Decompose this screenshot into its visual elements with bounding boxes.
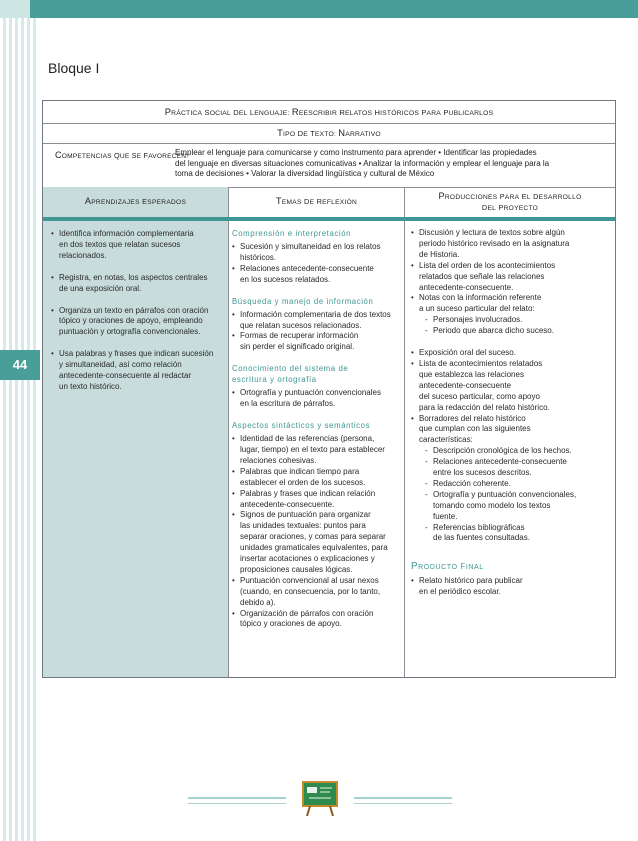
bullet-marker: • [232, 331, 235, 341]
item-line: Descripción cronológica de los hechos. [433, 446, 572, 456]
dash-marker: - [425, 489, 428, 499]
item-line: separar oraciones, y comas para separar [240, 532, 386, 542]
topics-column [229, 221, 405, 677]
item-line: fuente. [433, 511, 458, 521]
bullet-marker: • [232, 434, 235, 444]
list-item [411, 576, 611, 598]
footer-line-left [188, 797, 286, 799]
list-item [232, 489, 400, 511]
dash-marker: - [425, 478, 428, 488]
list-item [232, 510, 400, 575]
sub-item [419, 446, 611, 457]
item-line: Periodo que abarca dicho suceso. [433, 326, 554, 336]
item-line: Lista de acontecimientos relatados [419, 358, 543, 368]
item-line: de Historia. [419, 249, 460, 259]
header-topics-label: TEMAS DE REFLEXIÓN [275, 196, 358, 206]
list-item [232, 434, 400, 467]
sub-item [419, 479, 611, 490]
competencies-row [43, 143, 615, 188]
item-line: históricos. [240, 252, 277, 262]
item-line: Sucesión y simultaneidad en los relatos [240, 242, 381, 251]
competencies-text [175, 148, 605, 180]
item-line: Información complementaria de dos textos [240, 309, 391, 319]
item-line: y simultaneidad, así como relación [59, 360, 182, 370]
bullet-marker: • [411, 228, 414, 237]
page-number: 44 [0, 350, 40, 380]
item-line: que relatan sucesos relacionados. [240, 320, 362, 330]
dash-marker: - [425, 446, 428, 456]
social-practice-label: PRÁCTICA SOCIAL DEL LENGUAJE: REESCRIBIR RELATOS HISTÓRICOS PARA PUBLICARLOS [164, 107, 494, 117]
item-line: Relato histórico para publicar [419, 576, 523, 586]
list-item [411, 359, 611, 414]
bullet-marker: • [411, 260, 414, 270]
item-line: periodo histórico revisado en la asignatura [419, 238, 570, 248]
top-color-bar [0, 0, 638, 18]
item-line: Personajes involucrados. [433, 315, 523, 325]
list-item [411, 228, 611, 261]
list-item [411, 414, 611, 545]
item-line: Redacción coherente. [433, 478, 511, 488]
item-line: Referencias bibliográficas [433, 522, 525, 532]
block-title: Bloque I [48, 60, 100, 76]
list-item [232, 264, 400, 286]
item-line: en dos textos que relatan sucesos [59, 239, 181, 249]
item-line: las unidades textuales: puntos para [240, 521, 366, 531]
list-item [232, 242, 400, 264]
list-item [232, 388, 400, 410]
item-line: Ortografía y puntuación convencionales [240, 388, 381, 398]
item-line: debido a). [240, 597, 276, 607]
bullet-marker: • [51, 349, 54, 359]
item-line: de una exposición oral. [59, 283, 142, 293]
curriculum-table [42, 100, 616, 678]
item-line: Identifica información complementaria [59, 229, 194, 238]
text-type-row [43, 123, 615, 144]
list-item [232, 467, 400, 489]
final-product-heading: PRODUCTO FINAL [411, 561, 484, 573]
item-line: de las fuentes consultadas. [433, 533, 530, 543]
item-line: Usa palabras y frases que indican sucesión [59, 349, 214, 359]
item-line: relatados que señale las relaciones [419, 271, 545, 281]
competencies-label: COMPETENCIAS QUE SE FAVORECEN: [55, 150, 189, 160]
item-line: Signos de puntuación para organizar [240, 510, 371, 520]
item-line: a un suceso particular del relato: [419, 304, 535, 314]
item-line: Palabras y frases que indican relación [240, 488, 376, 498]
sub-item [419, 490, 611, 523]
item-line: proposiciones causales lógicas. [240, 564, 353, 574]
side-stripes-decoration [0, 18, 36, 841]
item-line: establecer el orden de los sucesos. [240, 477, 366, 487]
social-practice-row [43, 101, 615, 124]
text-type-label: TIPO DE TEXTO: NARRATIVO [277, 128, 381, 138]
item-line: Borradores del relato histórico [419, 413, 526, 423]
list-item [51, 229, 220, 262]
item-line: Notas con la información referente [419, 293, 542, 303]
list-item [51, 349, 220, 393]
group-gap [411, 337, 611, 348]
list-item [232, 310, 400, 332]
item-line: que cumplan con las siguientes [419, 424, 531, 434]
sub-item [419, 315, 611, 326]
item-line: antecedente-consecuente. [240, 499, 335, 509]
topic-heading-line: Comprensión e interpretación [232, 229, 352, 238]
item-line: un texto histórico. [59, 381, 122, 391]
item-line: Relaciones antecedente-consecuente [240, 263, 374, 273]
bullet-marker: • [411, 576, 414, 586]
item-line: unidades gramaticales equivalentes, para [240, 543, 388, 553]
header-products-line: DEL PROYECTO [481, 202, 539, 212]
footer-line-left-thin [188, 803, 286, 804]
item-line: Registra, en notas, los aspectos centrales [59, 272, 208, 282]
bullet-marker: • [232, 575, 235, 585]
learning-column [43, 221, 229, 677]
bullet-marker: • [411, 358, 414, 368]
list-item [232, 576, 400, 609]
item-line: Palabras que indican tiempo para [240, 466, 360, 476]
bullet-marker: • [232, 510, 235, 520]
list-item [51, 273, 220, 295]
bullet-marker: • [232, 608, 235, 618]
list-item [232, 331, 400, 353]
bullet-marker: • [232, 388, 235, 398]
bullet-marker: • [411, 293, 414, 303]
item-line: características: [419, 435, 473, 445]
bullet-marker: • [411, 348, 414, 358]
item-line: insertar acotaciones o explicaciones y [240, 554, 375, 564]
bullet-marker: • [51, 229, 54, 238]
list-item [411, 293, 611, 337]
item-line: relaciones cohesivas. [240, 455, 317, 465]
bullet-marker: • [51, 305, 54, 315]
topic-heading [232, 228, 400, 239]
bullet-marker: • [232, 242, 235, 251]
header-learning [43, 187, 229, 217]
bullet-marker: • [51, 272, 54, 282]
item-line: Identidad de las referencias (persona, [240, 434, 375, 444]
item-line: para la redacción del relato histórico. [419, 402, 550, 412]
dash-marker: - [425, 457, 428, 467]
bullet-marker: • [232, 488, 235, 498]
item-line: tópico y oraciones de apoyo, empleando [59, 316, 203, 326]
item-line: antecedente-consecuente. [419, 282, 514, 292]
item-line: sin perder el significado original. [240, 342, 355, 352]
item-line: tomando como modelo los textos [433, 500, 551, 510]
item-line: puntuación y ortografía convencionales. [59, 327, 201, 337]
products-column [405, 221, 615, 677]
item-line: lugar, tiempo) en el texto para establecer [240, 444, 385, 454]
item-line: tópico y oraciones de apoyo. [240, 619, 342, 629]
topic-heading-line: Aspectos sintácticos y semánticos [232, 421, 371, 431]
competencies-line: Emplear el lenguaje para comunicarse y como instrumento para aprender • Identificar las propiedades [175, 148, 537, 157]
dash-marker: - [425, 522, 428, 532]
top-bar-accent [0, 0, 30, 18]
header-products [405, 187, 615, 217]
dash-marker: - [425, 315, 428, 325]
topic-heading-line: escritura y ortografía [232, 375, 317, 385]
sub-item [419, 457, 611, 479]
item-line: Exposición oral del suceso. [419, 348, 516, 358]
item-line: en el periódico escolar. [419, 587, 501, 597]
item-line: Relaciones antecedente-consecuente [433, 457, 567, 467]
list-item [232, 609, 400, 631]
header-topics [229, 187, 405, 217]
chalkboard-sign-icon [300, 778, 340, 818]
topic-heading [232, 420, 400, 431]
topic-heading-line: Conocimiento del sistema de [232, 364, 349, 374]
item-line: Formas de recuperar información [240, 331, 359, 341]
footer-line-right [354, 797, 452, 799]
footer-line-right-thin [354, 803, 452, 804]
item-line: relacionados. [59, 250, 107, 260]
item-line: del suceso particular, como apoyo [419, 391, 540, 401]
item-line: Lista del orden de los acontecimientos [419, 260, 556, 270]
item-line: antecedente-consecuente al redactar [59, 371, 192, 381]
sub-item [419, 326, 611, 337]
item-line: en los sucesos relatados. [240, 274, 331, 284]
item-line: que establezca las relaciones [419, 369, 524, 379]
item-line: Ortografía y puntuación convencionales, [433, 489, 577, 499]
list-item [51, 306, 220, 339]
header-products-line: PRODUCCIONES PARA EL DESARROLLO [438, 190, 582, 201]
topic-heading-line: Búsqueda y manejo de información [232, 296, 374, 306]
header-learning-label: APRENDIZAJES ESPERADOS [84, 196, 187, 206]
dash-marker: - [425, 326, 428, 336]
item-line: entre los sucesos descritos. [433, 468, 532, 478]
bullet-marker: • [411, 413, 414, 423]
bullet-marker: • [232, 466, 235, 476]
group-gap [411, 544, 611, 555]
topic-heading [232, 363, 400, 385]
item-line: (cuando, en consecuencia, por lo tanto, [240, 586, 381, 596]
item-line: Organiza un texto en párrafos con oración [59, 305, 209, 315]
item-line: en la escritura de párrafos. [240, 399, 336, 409]
item-line: Puntuación convencional al usar nexos [240, 575, 379, 585]
list-item [411, 261, 611, 294]
bullet-marker: • [232, 309, 235, 319]
item-line: Discusión y lectura de textos sobre algún [419, 228, 565, 237]
bullet-marker: • [232, 263, 235, 273]
list-item [411, 348, 611, 359]
competencies-line: del lenguaje en diversas situaciones comunicativas • Analizar la información y emplear el lenguaje para la [175, 158, 550, 168]
item-line: Organización de párrafos con oración [240, 608, 374, 618]
competencies-line: toma de decisiones • Valorar la diversidad lingüística y cultural de México [175, 169, 435, 178]
item-line: antecedente-consecuente [419, 380, 512, 390]
sub-item [419, 523, 611, 545]
topic-heading [232, 296, 400, 307]
